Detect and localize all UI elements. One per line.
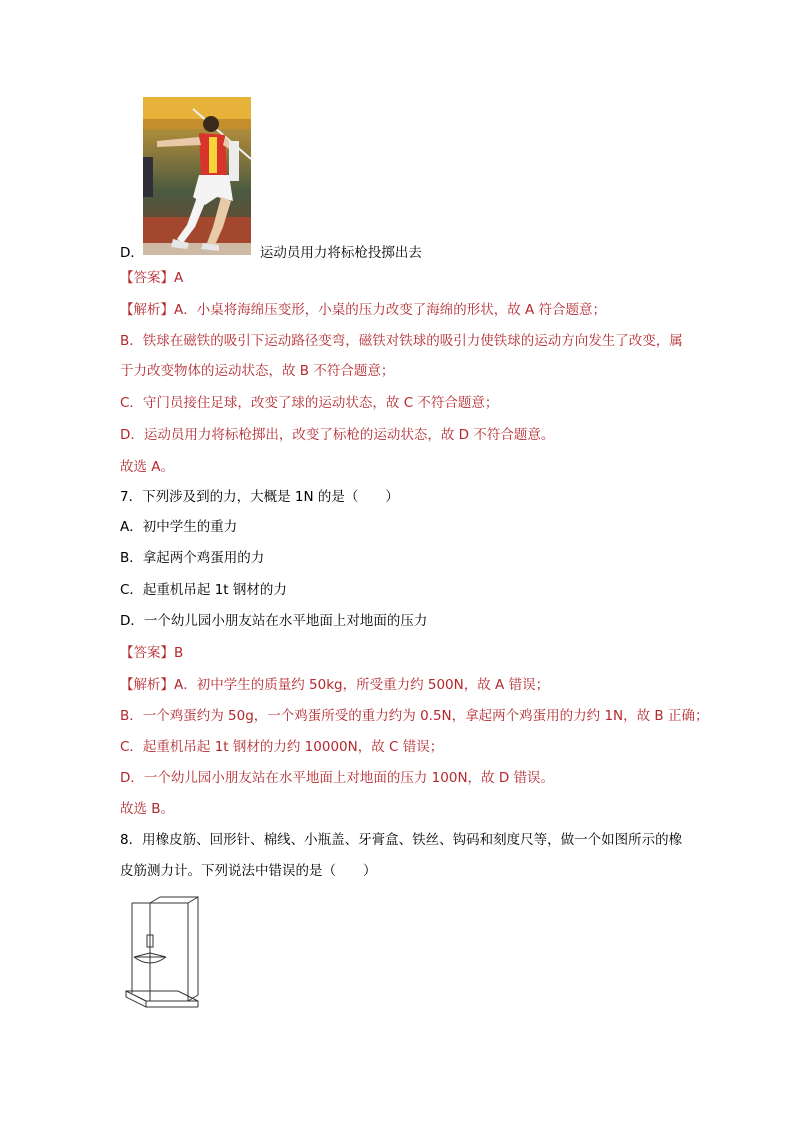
q6-analysis-line-3: 于力改变物体的运动状态，故 B 不符合题意； <box>120 363 395 379</box>
q7-answer <box>120 643 714 663</box>
analysis-text: A．小桌将海绵压变形，小桌的压力改变了海绵的形状，故 A 符合题意； <box>174 302 607 318</box>
q7-stem: 7．下列涉及到的力，大概是 1N 的是（ ） <box>120 489 399 505</box>
q6-analysis-line-4: C．守门员接住足球，改变了球的运动状态，故 C 不符合题意； <box>120 395 499 411</box>
q7-conclusion: 故选 B。 <box>120 801 175 817</box>
q8-stem-line-2: 皮筋测力计。下列说法中错误的是（ ） <box>120 863 377 879</box>
answer-tag: 【答案】 <box>120 645 174 661</box>
answer-value: A <box>174 270 184 286</box>
q6-conclusion: 故选 A。 <box>120 459 175 475</box>
q7-option-d: D．一个幼儿园小朋友站在水平地面上对地面的压力 <box>120 613 428 629</box>
q6-analysis-line-2: B．铁球在磁铁的吸引下运动路径变弯，磁铁对铁球的吸引力使铁球的运动方向发生了改变，属 <box>120 333 683 349</box>
option-letter: D． <box>120 245 144 261</box>
javelin-thrower-photo <box>143 97 251 255</box>
analysis-tag: 【解析】 <box>120 677 174 693</box>
answer-value: B <box>174 645 184 661</box>
analysis-tag: 【解析】 <box>120 302 174 318</box>
q7-analysis-line-3: C．起重机吊起 1t 钢材的力约 10000N，故 C 错误； <box>120 739 444 755</box>
q7-option-a: A．初中学生的重力 <box>120 519 238 535</box>
q8-stem-line-1: 8．用橡皮筋、回形针、棉线、小瓶盖、牙膏盒、铁丝、钩码和刻度尺等，做一个如图所示的橡 <box>120 832 683 848</box>
q6-analysis-line-5: D．运动员用力将标枪掷出，改变了标枪的运动状态，故 D 不符合题意。 <box>120 427 555 443</box>
rubber-band-dynamometer-diagram <box>120 895 210 1010</box>
q7-option-c: C．起重机吊起 1t 钢材的力 <box>120 582 287 598</box>
analysis-text: A．初中学生的质量约 50kg，所受重力约 500N，故 A 错误； <box>174 677 550 693</box>
q7-analysis-line-2: B．一个鸡蛋约为 50g，一个鸡蛋所受的重力约为 0.5N，拿起两个鸡蛋用的力约 1N，故 B 正确； <box>120 708 709 724</box>
q7-analysis-line-4: D．一个幼儿园小朋友站在水平地面上对地面的压力 100N，故 D 错误。 <box>120 770 555 786</box>
q6-analysis-line-1 <box>120 300 714 320</box>
q6-option-d <box>120 243 714 263</box>
q7-analysis-line-1 <box>120 675 714 695</box>
answer-tag: 【答案】 <box>120 270 174 286</box>
option-text: 运动员用力将标枪投掷出去 <box>259 245 422 261</box>
q6-answer <box>120 268 714 288</box>
q7-option-b: B．拿起两个鸡蛋用的力 <box>120 550 265 566</box>
